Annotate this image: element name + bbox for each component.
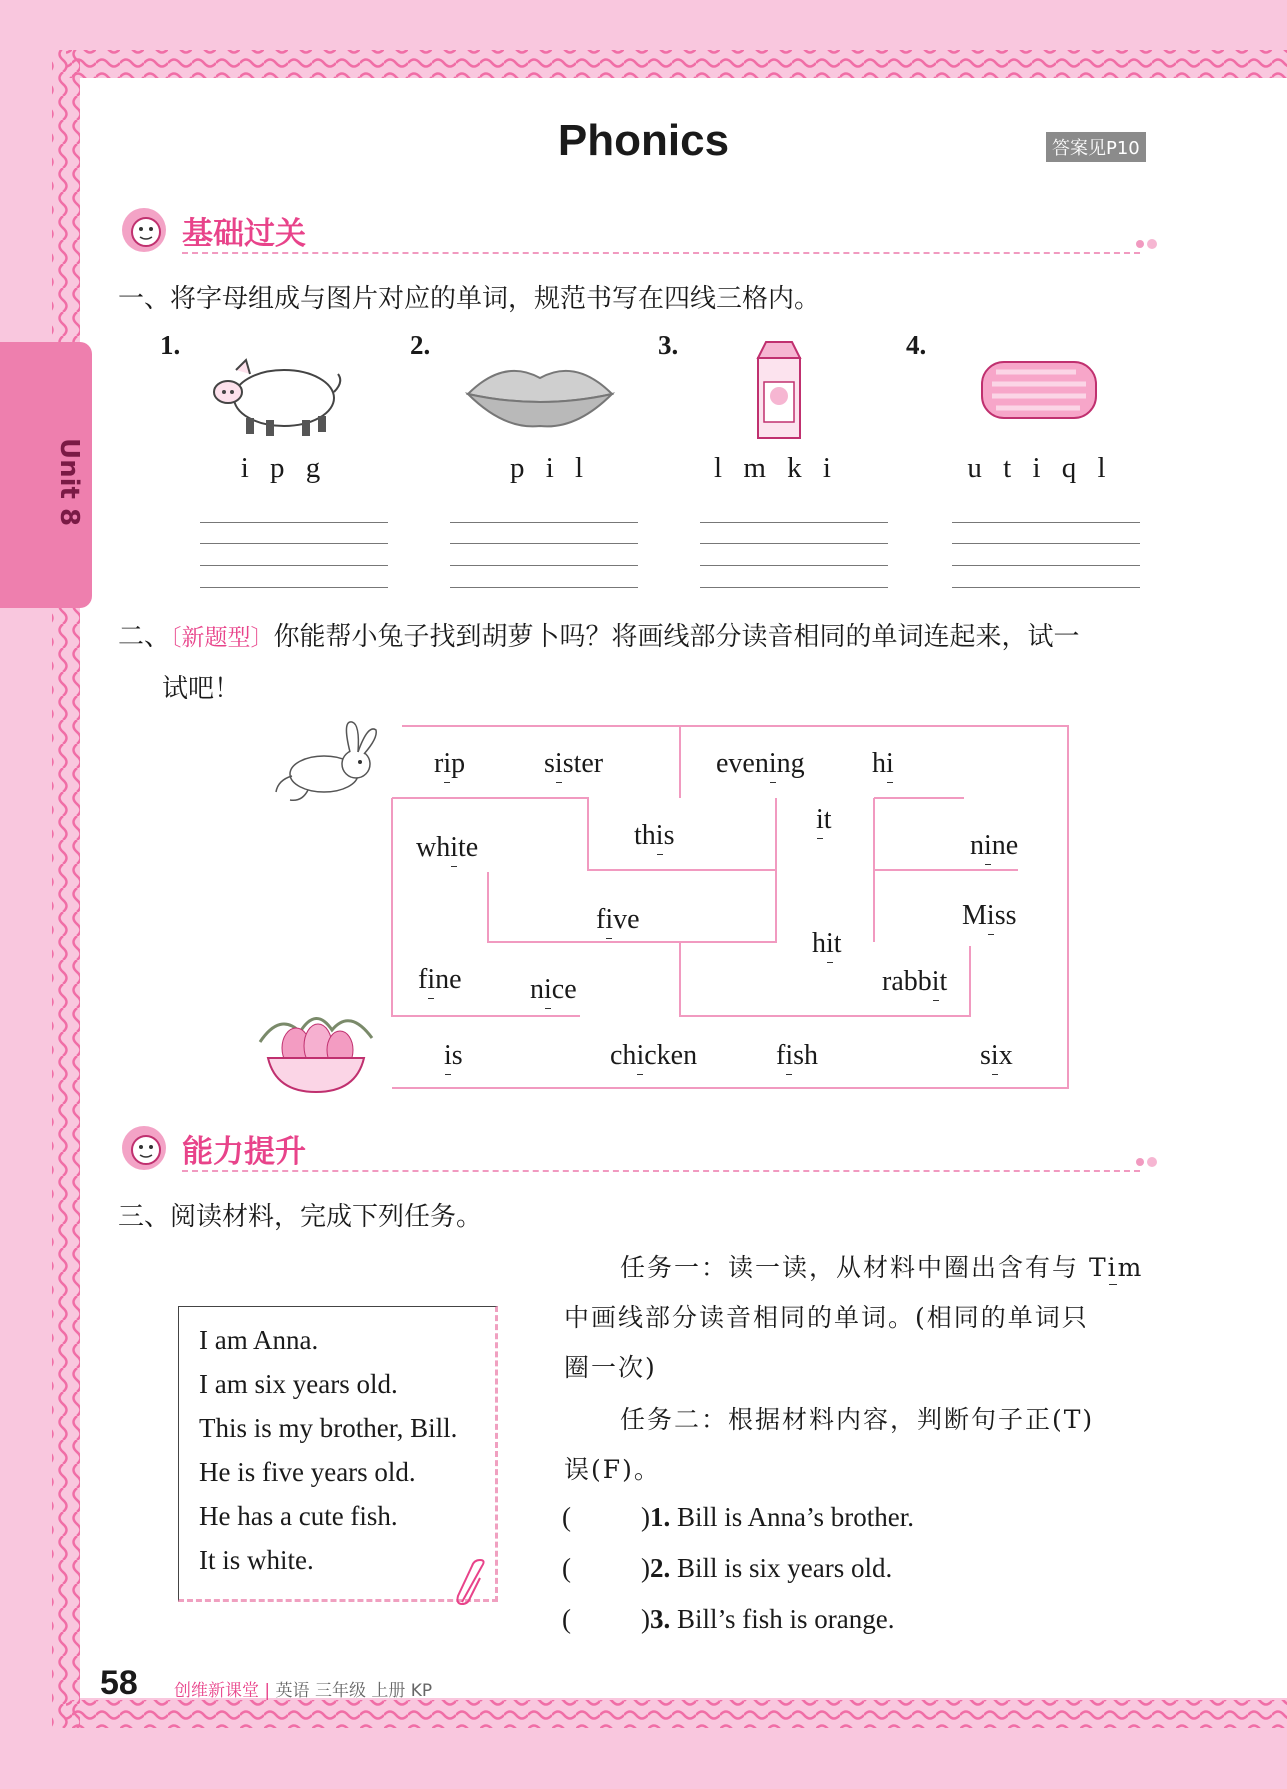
task1-text: 任务一：读一读，从材料中圈出含有与 T <box>620 1253 1108 1282</box>
maze-word-six[interactable]: six <box>980 1040 1013 1071</box>
page-title: Phonics <box>557 116 730 165</box>
underlined-letter: i <box>986 900 995 931</box>
quilt-icon <box>976 350 1102 430</box>
question2-text: 你能帮小兔子找到胡萝卜吗？将画线部分读音相同的单词连起来，试一 <box>273 622 1080 652</box>
maze-word-rabbit[interactable]: rabbit <box>882 966 948 997</box>
reading-material-box <box>178 1306 498 1602</box>
item-number: 4. <box>906 330 927 360</box>
task1-line1 <box>620 1248 1143 1284</box>
task2-line1: 任务二：根据材料内容，判断句子正(T) <box>620 1405 1095 1434</box>
underlined-letter: i <box>443 748 452 779</box>
footer-brand: 创维新课堂 | 英语 三年级 上册 KP <box>174 1681 433 1701</box>
carrot-basket-icon <box>250 1002 382 1094</box>
dots-decoration-icon <box>1134 234 1162 254</box>
reading-line: I am six years old. <box>199 1369 398 1399</box>
reading-line: I am Anna. <box>199 1325 319 1355</box>
maze-word-fine[interactable]: fine <box>418 964 462 995</box>
maze-word-rip[interactable]: rip <box>434 748 466 779</box>
footer-info: 英语 三年级 上册 KP <box>275 1681 433 1701</box>
monkey-mascot-icon <box>116 1122 176 1172</box>
pig-icon <box>206 352 346 438</box>
unit-label: Unit 8 <box>54 438 84 527</box>
scrambled-letters: p i l <box>509 452 591 484</box>
underlined-letter: i <box>544 974 552 1005</box>
milk-carton-icon <box>752 338 806 442</box>
maze-word-this[interactable]: this <box>634 820 675 851</box>
item-number: 1. <box>160 330 181 360</box>
scrambled-letters: l m k i <box>714 452 838 484</box>
answer-reference-badge: 答案见P10 <box>1046 132 1146 162</box>
maze-word-white[interactable]: white <box>416 832 479 863</box>
unit-side-tab <box>0 342 92 608</box>
true-false-item[interactable]: ( )3. Bill’s fish is orange. <box>562 1604 895 1634</box>
question2-prompt-continued: 试吧！ <box>162 674 241 704</box>
statement-number: 1. <box>650 1502 671 1532</box>
underlined-letter: i <box>444 1040 452 1071</box>
dots-decoration-icon <box>1134 1152 1162 1172</box>
underlined-letter: i <box>886 748 894 779</box>
writing-lines[interactable] <box>200 522 388 588</box>
writing-lines[interactable] <box>700 522 888 588</box>
reading-line: He has a cute fish. <box>199 1501 398 1531</box>
scrambled-letters: u t i q l <box>967 452 1113 484</box>
underlined-letter: i <box>605 904 614 935</box>
underlined-letter: i <box>554 748 563 779</box>
underlined-letter: i <box>636 1040 645 1071</box>
maze-word-is[interactable]: is <box>444 1040 463 1071</box>
writing-lines[interactable] <box>450 522 638 588</box>
task1-underlined-letter: i <box>1107 1253 1118 1282</box>
question2-prompt <box>118 616 1080 653</box>
maze-word-nice[interactable]: nice <box>530 974 577 1005</box>
new-type-tag: 〔新题型〕 <box>170 625 274 651</box>
task1-line3: 圈一次) <box>564 1353 657 1382</box>
question1-prompt: 一、将字母组成与图片对应的单词，规范书写在四线三格内。 <box>118 284 821 314</box>
scrambled-letters: i p g <box>240 452 328 484</box>
section-heading-basic: 基础过关 <box>182 216 306 252</box>
underlined-letter: i <box>984 830 992 861</box>
page-number: 58 <box>100 1664 138 1702</box>
item-number: 2. <box>410 330 431 360</box>
task1-line2: 中画线部分读音相同的单词。(相同的单词只 <box>564 1303 1089 1332</box>
section-divider <box>182 252 1140 254</box>
underlined-letter: i <box>450 832 459 863</box>
reading-line: This is my brother, Bill. <box>199 1413 458 1443</box>
lip-icon <box>464 354 616 432</box>
question2-number: 二、 <box>118 622 171 652</box>
rabbit-icon <box>272 716 384 806</box>
maze-word-nine[interactable]: nine <box>970 830 1019 861</box>
underlined-letter: i <box>931 966 940 997</box>
underlined-letter: i <box>785 1040 794 1071</box>
maze-word-hit[interactable]: hit <box>812 928 842 959</box>
maze-word-chicken[interactable]: chicken <box>610 1040 698 1071</box>
underlined-letter: i <box>768 748 777 779</box>
maze-word-five[interactable]: five <box>596 904 640 935</box>
task1-text-end: m <box>1117 1253 1144 1282</box>
reading-line: It is white. <box>199 1545 314 1575</box>
maze-word-miss[interactable]: Miss <box>962 900 1017 931</box>
writing-lines[interactable] <box>952 522 1140 588</box>
true-false-item[interactable]: ( )2. Bill is six years old. <box>562 1553 893 1583</box>
reading-line: He is five years old. <box>199 1457 416 1487</box>
underlined-letter: i <box>816 804 824 835</box>
maze-word-it[interactable]: it <box>816 804 832 835</box>
underlined-letter: i <box>655 820 664 851</box>
underlined-letter: i <box>990 1040 999 1071</box>
section-divider <box>182 1170 1140 1172</box>
section-heading-advanced: 能力提升 <box>182 1134 306 1170</box>
true-false-item[interactable]: ( )1. Bill is Anna’s brother. <box>562 1502 915 1532</box>
task2-line2: 误(F)。 <box>564 1455 661 1484</box>
maze-word-fish[interactable]: fish <box>776 1040 819 1071</box>
maze-word-sister[interactable]: sister <box>544 748 604 779</box>
paperclip-icon <box>452 1558 492 1610</box>
statement-text: Bill is Anna’s brother. <box>677 1502 915 1532</box>
item-number: 3. <box>658 330 679 360</box>
underlined-letter: i <box>427 964 436 995</box>
maze-word-evening[interactable]: evening <box>716 748 805 779</box>
statement-text: Bill is six years old. <box>677 1553 893 1583</box>
footer-brand-name: 创维新课堂 <box>174 1681 259 1701</box>
statement-number: 2. <box>650 1553 671 1583</box>
statement-number: 3. <box>650 1604 671 1634</box>
maze-word-hi[interactable]: hi <box>872 748 894 779</box>
monkey-mascot-icon <box>116 204 176 254</box>
statement-text: Bill’s fish is orange. <box>677 1604 895 1634</box>
question3-prompt: 三、阅读材料，完成下列任务。 <box>118 1202 483 1232</box>
underlined-letter: i <box>826 928 834 959</box>
